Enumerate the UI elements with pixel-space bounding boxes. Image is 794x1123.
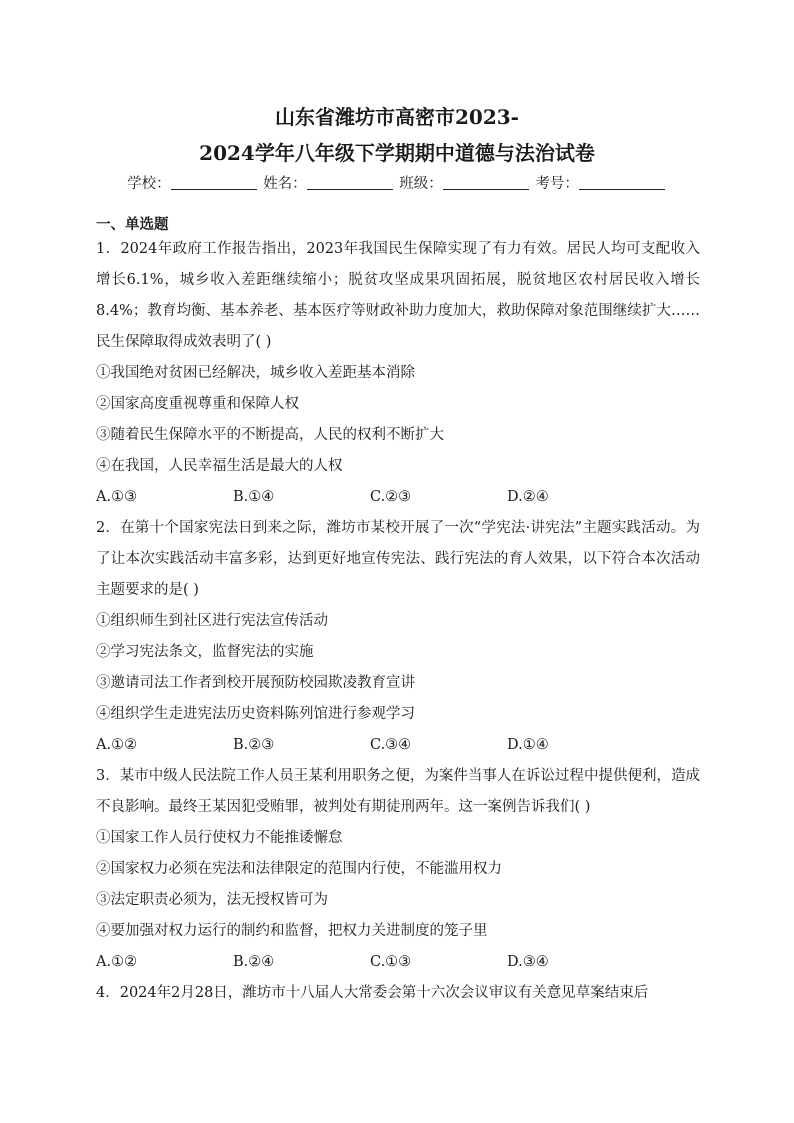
statement-option: ④要加强对权力运行的制约和监督，把权力关进制度的笼子里 — [96, 923, 488, 939]
choice-a: A.①③ — [96, 489, 138, 505]
class-label: 班级： — [399, 176, 443, 192]
exam-number-label: 考号： — [535, 176, 579, 192]
name-blank — [307, 175, 393, 190]
statement-option: ②国家高度重视尊重和保障人权 — [96, 396, 299, 412]
answer-choices — [96, 730, 700, 761]
choice-a: A.①② — [96, 737, 138, 753]
question-1 — [96, 234, 700, 513]
statement-option: ③邀请司法工作者到校开展预防校园欺凌教育宣讲 — [96, 675, 415, 691]
question-4 — [96, 978, 700, 1009]
section-title-single-choice: 一、单选题 — [96, 217, 169, 233]
question-2 — [96, 513, 700, 761]
exam-title-line-1: 山东省潍坊市高密市2023- — [275, 105, 519, 129]
choice-d: D.③④ — [507, 954, 549, 970]
statement-option: ②国家权力必须在宪法和法律限定的范围内行使，不能滥用权力 — [96, 861, 502, 877]
question-3 — [96, 761, 700, 978]
name-label: 姓名： — [263, 176, 307, 192]
choice-b: B.②④ — [233, 954, 275, 970]
school-label: 学校： — [127, 176, 171, 192]
answer-choices — [96, 482, 700, 513]
statement-option: ①我国绝对贫困已经解决，城乡收入差距基本消除 — [96, 365, 415, 381]
statement-option: ②学习宪法条文，监督宪法的实施 — [96, 644, 314, 660]
exam-number-blank — [579, 175, 665, 190]
question-stem: 1．2024年政府工作报告指出，2023年我国民生保障实现了有力有效。居民人均可支配收入增长6.1%，城乡收入差距继续缩小；脱贫攻坚成果巩固拓展，脱贫地区农村居民收入增长8.4%；教育均衡、基本养老、基本医疗等财政补助力度加大，救助保障对象范围继续扩大……民生保障取得成效表明了( ) — [96, 241, 700, 350]
class-blank — [443, 175, 529, 190]
choice-c: C.①③ — [370, 954, 412, 970]
student-info-row — [0, 172, 794, 193]
exam-title-line-2: 2024学年八年级下学期期中道德与法治试卷 — [199, 141, 595, 165]
statement-option: ④在我国，人民幸福生活是最大的人权 — [96, 458, 343, 474]
choice-c: C.③④ — [370, 737, 412, 753]
choice-b: B.②③ — [233, 737, 275, 753]
choice-d: D.①④ — [507, 737, 549, 753]
choice-d: D.②④ — [507, 489, 549, 505]
question-stem: 2．在第十个国家宪法日到来之际，潍坊市某校开展了一次“学宪法·讲宪法”主题实践活动。为了让本次实践活动丰富多彩，达到更好地宣传宪法、践行宪法的育人效果，以下符合本次活动主题要求的是( ) — [96, 520, 700, 598]
choice-a: A.①② — [96, 954, 138, 970]
question-stem: 4．2024年2月28日，潍坊市十八届人大常委会第十六次会议审议有关意见草案结束后 — [96, 985, 649, 1001]
school-blank — [171, 175, 257, 190]
statement-option: ③法定职责必须为，法无授权皆可为 — [96, 892, 328, 908]
choice-c: C.②③ — [370, 489, 412, 505]
answer-choices — [96, 947, 700, 978]
statement-option: ①组织师生到社区进行宪法宣传活动 — [96, 613, 328, 629]
choice-b: B.①④ — [233, 489, 275, 505]
statement-option: ③随着民生保障水平的不断提高，人民的权利不断扩大 — [96, 427, 444, 443]
statement-option: ④组织学生走进宪法历史资料陈列馆进行参观学习 — [96, 706, 415, 722]
question-stem: 3．某市中级人民法院工作人员王某利用职务之便，为案件当事人在诉讼过程中提供便利，造成不良影响。最终王某因犯受贿罪，被判处有期徒刑两年。这一案例告诉我们( ) — [96, 768, 700, 815]
statement-option: ①国家工作人员行使权力不能推诿懈怠 — [96, 830, 343, 846]
exam-content — [96, 212, 700, 1009]
